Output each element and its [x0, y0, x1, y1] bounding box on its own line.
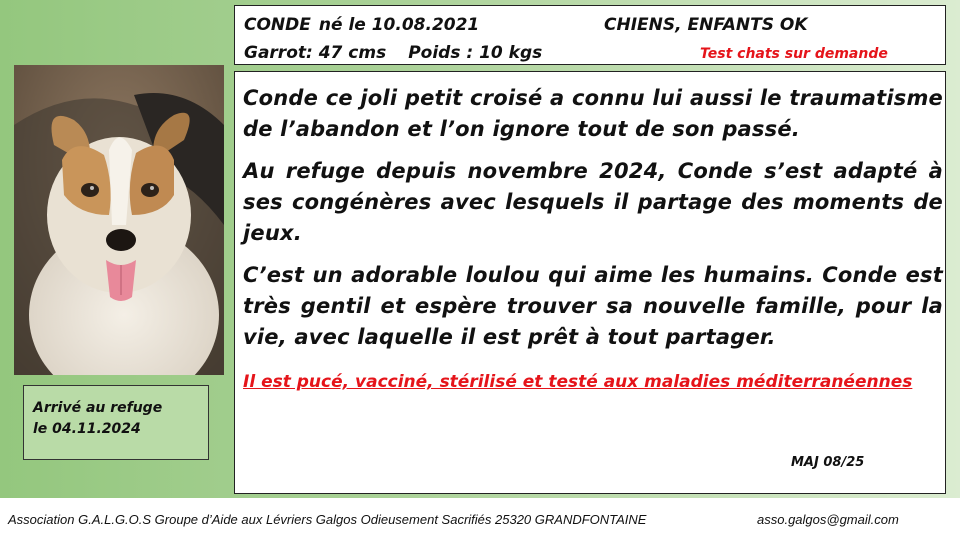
withers-height: Garrot: 47 cms: [244, 43, 387, 63]
cats-test-note: Test chats sur demande: [700, 46, 888, 62]
association-info: Association G.A.L.G.O.S Groupe d’Aide aux Lévriers Galgos Odieusement Sacrifiés 25320 GRANDFONTAINE: [8, 512, 647, 527]
dog-name: CONDE: [244, 15, 311, 35]
contact-email[interactable]: asso.galgos@gmail.com: [757, 512, 899, 527]
arrival-date: le 04.11.2024: [33, 421, 141, 437]
health-status: Il est pucé, vacciné, stérilisé et testé aux maladies méditerranéennes: [243, 372, 913, 392]
description-box: [234, 71, 946, 494]
weight: Poids : 10 kgs: [408, 43, 543, 63]
footer: [8, 512, 899, 527]
dog-name-birth: [244, 15, 479, 35]
dog-photo: [14, 65, 224, 375]
dog-measurements: [244, 43, 542, 63]
compatibility: CHIENS, ENFANTS OK: [604, 15, 808, 35]
arrival-date-box: [23, 385, 209, 460]
description-paragraph: Conde ce joli petit croisé a connu lui aussi le traumatisme de l’abandon et l’on ignore tout de son passé.: [243, 86, 943, 141]
arrival-label: Arrivé au refuge: [33, 400, 163, 416]
description-paragraph: Au refuge depuis novembre 2024, Conde s’est adapté à ses congénères avec lesquels il partage des moments de jeux.: [243, 159, 943, 245]
birth-date: né le 10.08.2021: [318, 15, 480, 35]
dog-info-header: [234, 5, 946, 65]
description-paragraph: C’est un adorable loulou qui aime les humains. Conde est très gentil et espère trouver sa nouvelle famille, pour la vie, avec laquelle il est prêt à tout partager.: [243, 263, 943, 349]
update-date: MAJ 08/25: [791, 455, 865, 470]
